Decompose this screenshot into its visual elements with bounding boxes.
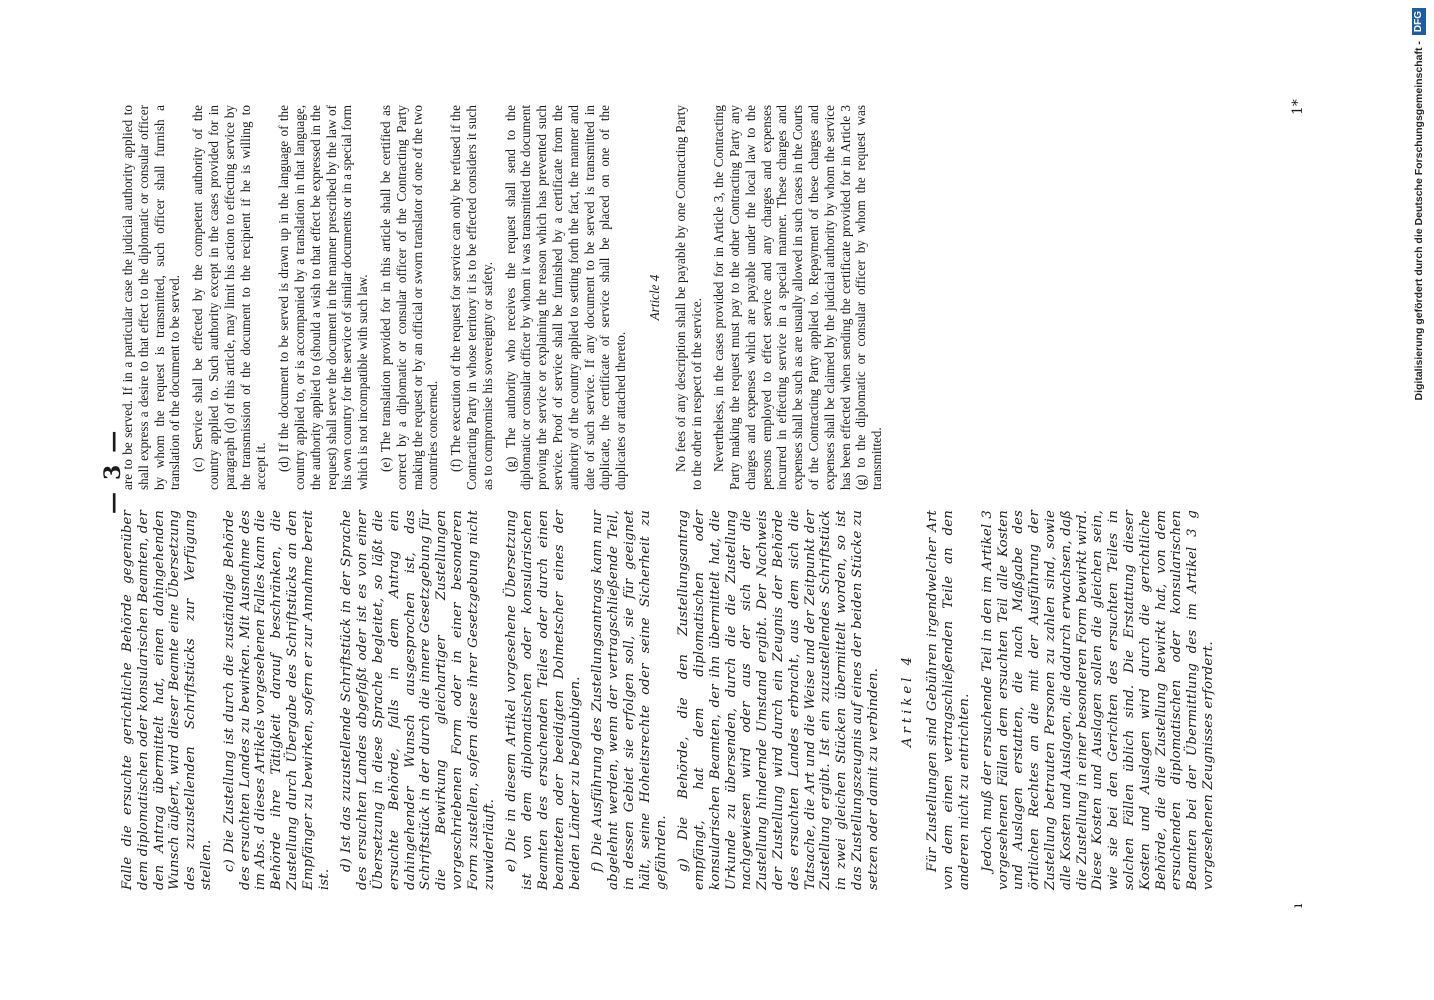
german-paragraph: c) Die Zustellung ist durch die zuständige Behörde des ersuchten Landes zu bewirken. Mit Ausnahme des im Abs. d dieses Artikels vorgesehenen Falles kann die Behörde ihre Tätigkeit darauf beschränken, die Zustellung durch Übergabe des Schriftstücks an den Empfänger zu bewirken, sofern er zur Annahme bereit ist. [221,510,332,890]
german-paragraph: g) Die Behörde, die den Zustellungsantrag empfängt, hat dem diplomatischen oder konsularischen Beamten, der ihn übermittelt hat, die Urkunde zu übersenden, durch die die Zustellung nachgewiesen wird oder aus der sich der die Zustellung hindernde Umstand ergibt. Der Nachweis der Zustellung wird durch ein Zeugnis der Behörde des ersuchten Landes erbracht, aus dem sich die Tatsache, die Art und die Weise und der Zeitpunkt der Zustellung ergibt. Ist ein zuzustellendes Schriftstück in zwei gleichen Stücken übermittelt worden, so ist das Zustellungszeugnis auf eines der beiden Stücke zu setzen oder damit zu verbinden. [676,510,881,890]
german-article-paragraph: Jedoch muß der ersuchende Teil in den im Artikel 3 vorgesehenen Fällen dem ersuchten Teil alle Kosten und Auslagen erstatten, die nach Maßgabe des örtlichen Rechtes an die mit der Ausführung der Zustellung betrauten Personen zu zahlen sind, sowie alle Kosten und Auslagen, die dadurch erwachsen, daß die Zustellung in einer besonderen Form bewirkt wird. Diese Kosten und Auslagen sollen die gleichen sein, wie sie bei den Gerichten des ersuchten Teiles in solchen Fällen üblich sind. Die Erstattung dieser Kosten und Auslagen wird durch die gerichtliche Behörde, die die Zustellung bewirkt hat, von dem ersuchenden diplomatischen oder konsularischen Beamten bei der Übermittlung des im Artikel 3 g vorgesehenen Zeugnisses erfordert. [979,510,1216,890]
english-paragraph: are to be served. If in a particular case the judicial authority applied to shall express a desire to that effect to the diplomatic or consular officer by whom the request is transmitted, such officer shall furnish a translation of the document to be served. [120,105,183,490]
english-paragraph: (d) If the document to be served is drawn up in the language of the country applied to, or is accompanied by a translation in that language, the authority applied to (should a wish to that effect be expressed in the request) shall serve the document in the manner prescribed by the law of his own country for the service of similar documents or in a special form which is not incompatible with such law. [276,105,371,490]
german-paragraph: d) Ist das zuzustellende Schriftstück in der Sprache des ersuchten Landes abgefaßt oder ist es von einer Übersetzung in diese Sprache begleitet, so läßt die ersuchte Behörde, falls in dem Antrag ein dahingehender Wunsch ausgesprochen ist, das Schriftstück in der durch die innere Gesetzgebung für die Bewirkung gleichartiger Zustellungen vorgeschriebenen Form oder in einer besonderen Form zustellen, sofern diese ihrer Gesetzgebung nicht zuwiderläuft. [339,510,497,890]
english-text-column [120,105,892,490]
english-article-paragraph: No fees of any description shall be payable by one Contracting Party to the other in respect of the service. [672,105,704,490]
german-paragraph: e) Die in diesem Artikel vorgesehene Übersetzung ist von dem diplomatischen oder konsularischen Beamten des ersuchenden Teiles oder durch einen beamteten oder beeidigten Dolmetscher eines der beiden Länder zu beglaubigen. [504,510,583,890]
digitisation-notice-text: Digitalisierung gefördert durch die Deutsche Forschungsgemeinschaft - [1413,41,1425,401]
page-number-dash-right: — [100,430,126,453]
german-article-heading: Artikel 4 [899,653,915,747]
english-paragraph: (e) The translation provided for in this article shall be certified as correct by a diplomatic or consular officer of the Contracting Party making the request or by an official or sworn translator of one of the two countries concerned. [377,105,441,490]
english-paragraph: (g) The authority who receives the request shall send to the diplomatic or consular officer by whom it was transmitted the document proving the service or explaining the reason which has prevented such service. Proof of service shall be furnished by a certificate from the authority of the country applied to setting forth the fact, the manner and date of such service. If any document to be served is transmitted in duplicate, the certificate of service shall be placed on one of the duplicates or attached thereto. [502,105,629,490]
digitisation-notice [1410,8,1428,993]
german-article-paragraph: Für Zustellungen sind Gebühren irgendwelcher Art von dem einen vertragschließenden Teile an den anderen nicht zu entrichten. [925,510,973,890]
footer-signature-mark: 1* [1290,99,1306,115]
page-number-value: 3 [100,464,126,480]
page-number-dash-left: — [100,492,126,514]
english-article-heading: Article 4 [646,274,662,321]
german-paragraph: Falle die ersuchte gerichtliche Behörde gegenüber dem diplomatischen oder konsularischen Beamten, der den Antrag übermittelt hat, einen dahingehenden Wunsch äußert, wird dieser Beamte eine Übersetzung des zuzustellenden Schriftstücks zur Verfügung stellen. [120,510,214,890]
english-paragraph: (f) The execution of the request for service can only be refused if the Contracting Party in whose territory it is to be effected considers it such as to compromise his sovereignty or safety. [448,105,495,490]
german-paragraph: f) Die Ausführung des Zustellungsantrags kann nur abgelehnt werden, wenn der vertragschließende Teil, in dessen Gebiet sie erfolgen soll, sie für geeignet hält, seine Hoheitsrechte oder seine Sicherheit zu gefährden. [590,510,669,890]
english-paragraph: (c) Service shall be effected by the competent authority of the country applied to. Such authority except in the cases provided for in paragraph (d) of this article, may limit his action to effecting service by the transmission of the document to the recipient if he is willing to accept it. [190,105,269,490]
german-text-column [120,510,1224,890]
english-article-paragraph: Nevertheless, in the cases provided for in Article 3, the Contracting Party making the request must pay to the other Contracting Party any charges and expenses which are payable under the local law to the persons employed to effect service and any charges and expenses incurred in effecting service in a special manner. These charges and expenses shall be such as are usually allowed in such cases in the Courts of the Contracting Party applied to. Repayment of these charges and expenses shall be claimed by the judicial authority by whom the service has been effected when sending the certificate provided for in Article 3 (g) to the diplomatic or consular officer by whom the request was transmitted. [711,105,885,490]
footer-mark-left: ı [1290,903,1306,908]
dfg-logo: DFG [1412,8,1426,35]
